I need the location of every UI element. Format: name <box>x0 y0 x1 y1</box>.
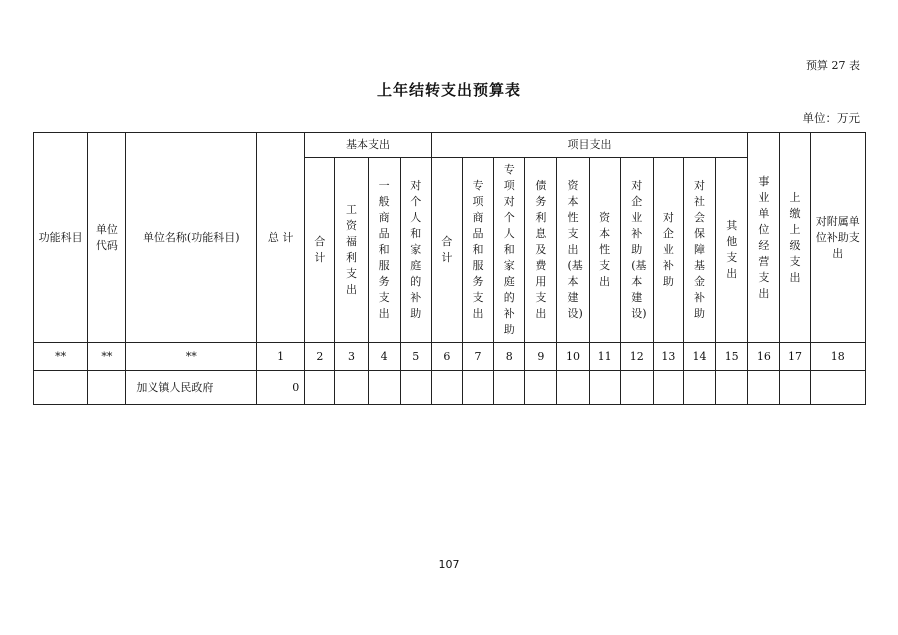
empty-cell <box>557 371 589 405</box>
number-cell: 6 <box>431 343 462 371</box>
header-basic-col: 对个人和家庭的补助 <box>400 158 431 343</box>
number-cell: 1 <box>257 343 305 371</box>
header-total: 总 计 <box>257 133 305 343</box>
unit-code-cell <box>88 371 126 405</box>
number-cell: 3 <box>335 343 368 371</box>
number-cell: 12 <box>620 343 653 371</box>
header-project-col: 对社会保障基金补助 <box>683 158 715 343</box>
number-cell: 16 <box>748 343 780 371</box>
header-project-col: 债务利息及费用支出 <box>525 158 557 343</box>
empty-cell <box>462 371 493 405</box>
header-business: 事业单位经营支出 <box>748 133 780 343</box>
number-cell: ** <box>126 343 257 371</box>
number-cell: ** <box>88 343 126 371</box>
total-cell: 0 <box>257 371 305 405</box>
header-basic-group: 基本支出 <box>305 133 432 158</box>
header-project-col: 其他支出 <box>716 158 748 343</box>
unit-name-cell: 加义镇人民政府 <box>126 371 257 405</box>
empty-cell <box>780 371 810 405</box>
header-basic-col: 工资福利支出 <box>335 158 368 343</box>
header-unit-name: 单位名称(功能科目) <box>126 133 257 343</box>
empty-cell <box>716 371 748 405</box>
empty-cell <box>620 371 653 405</box>
number-cell: 14 <box>683 343 715 371</box>
empty-cell <box>589 371 620 405</box>
header-project-col: 专项对个人和家庭的补助 <box>494 158 525 343</box>
number-cell: 8 <box>494 343 525 371</box>
empty-cell <box>748 371 780 405</box>
number-cell: 15 <box>716 343 748 371</box>
empty-cell <box>653 371 683 405</box>
number-cell: ** <box>34 343 88 371</box>
func-subject-cell <box>34 371 88 405</box>
page-number: 107 <box>438 558 460 571</box>
budget-table <box>33 132 866 405</box>
table-row <box>34 371 866 405</box>
number-cell: 13 <box>653 343 683 371</box>
page-title: 上年结转支出预算表 <box>376 81 521 99</box>
header-project-col: 对企业补助 <box>653 158 683 343</box>
number-cell: 2 <box>305 343 335 371</box>
column-number-row <box>34 343 866 371</box>
unit-label: 单位：万元 <box>802 111 860 125</box>
header-project-col: 合计 <box>431 158 462 343</box>
header-project-col: 资本性支出 <box>589 158 620 343</box>
number-cell: 10 <box>557 343 589 371</box>
empty-cell <box>431 371 462 405</box>
empty-cell <box>335 371 368 405</box>
header-basic-col: 一般商品和服务支出 <box>368 158 400 343</box>
number-cell: 17 <box>780 343 810 371</box>
header-project-col: 资本性支出(基本建设) <box>557 158 589 343</box>
empty-cell <box>368 371 400 405</box>
header-upper: 上缴上级支出 <box>780 133 810 343</box>
header-func-subject: 功能科目 <box>34 133 88 343</box>
number-cell: 5 <box>400 343 431 371</box>
number-cell: 18 <box>810 343 865 371</box>
form-number: 预算 27 表 <box>806 59 860 72</box>
header-subsidiary: 对附属单位补助支出 <box>810 133 865 343</box>
empty-cell <box>305 371 335 405</box>
number-cell: 7 <box>462 343 493 371</box>
header-project-col: 对企业补助(基本建设) <box>620 158 653 343</box>
header-basic-col: 合计 <box>305 158 335 343</box>
number-cell: 4 <box>368 343 400 371</box>
header-project-col: 专项商品和服务支出 <box>462 158 493 343</box>
empty-cell <box>400 371 431 405</box>
empty-cell <box>494 371 525 405</box>
empty-cell <box>810 371 865 405</box>
number-cell: 9 <box>525 343 557 371</box>
empty-cell <box>683 371 715 405</box>
number-cell: 11 <box>589 343 620 371</box>
header-project-group: 项目支出 <box>431 133 747 158</box>
empty-cell <box>525 371 557 405</box>
header-unit-code: 单位代码 <box>88 133 126 343</box>
